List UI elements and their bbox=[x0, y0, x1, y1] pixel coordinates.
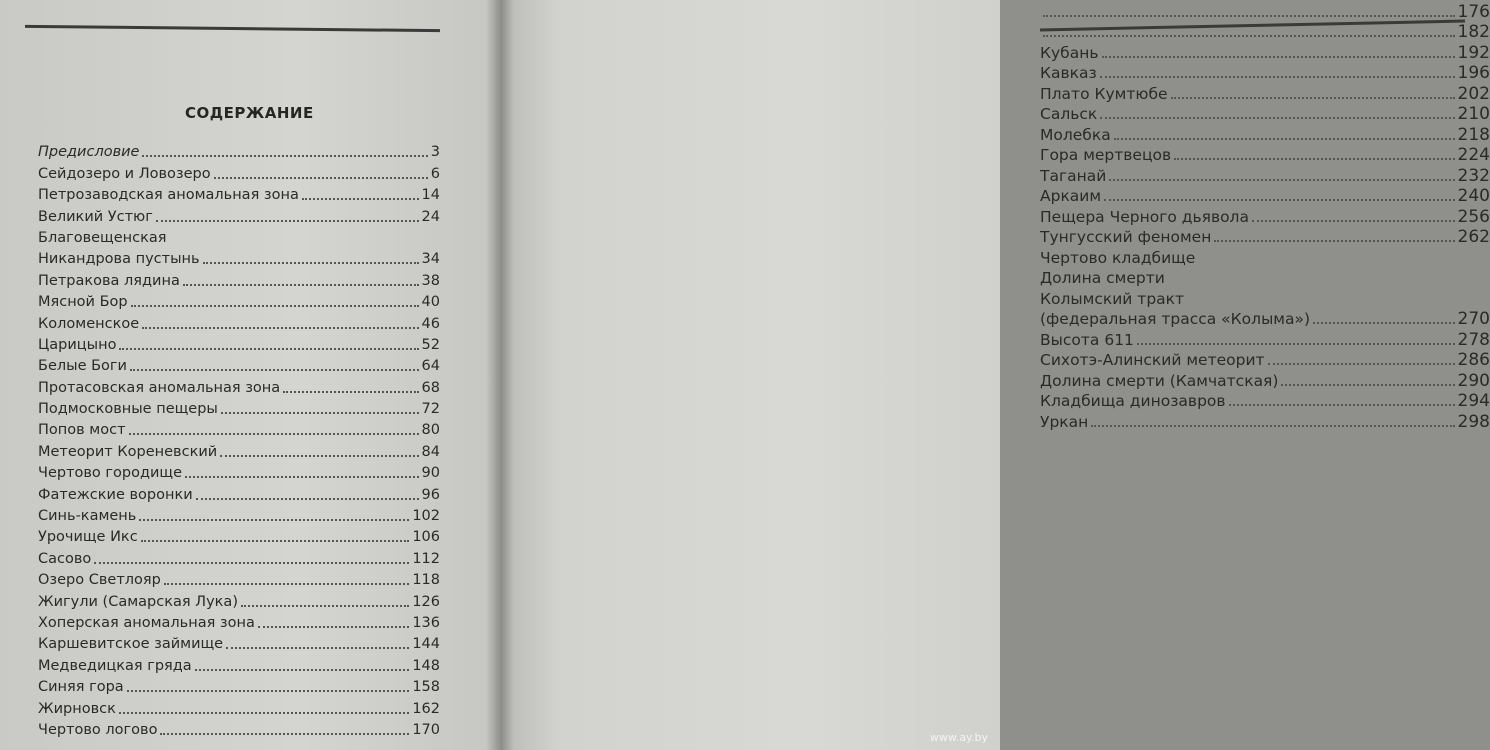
left-page bbox=[0, 0, 500, 750]
toc-entry-title: Коломенское bbox=[38, 315, 140, 332]
toc-entry-page-number: 202 bbox=[1457, 83, 1490, 104]
dot-leader bbox=[185, 476, 419, 478]
dot-leader bbox=[1102, 56, 1455, 58]
toc-entry-page-number: 278 bbox=[1457, 329, 1490, 350]
toc-entry-title: Синь-камень bbox=[38, 508, 137, 525]
toc-entry-page-number: 126 bbox=[412, 593, 440, 610]
toc-entry-page-number: 38 bbox=[421, 272, 440, 289]
toc-heading: СОДЕРЖАНИЕ bbox=[185, 104, 314, 122]
toc-entry-title: Урочище Икс bbox=[38, 529, 138, 546]
toc-entry-title: Сейдозеро и Ловозеро bbox=[38, 165, 211, 182]
toc-entry bbox=[38, 525, 440, 546]
toc-entry-page-number: 34 bbox=[421, 251, 440, 268]
toc-entry bbox=[1040, 267, 1490, 288]
toc-entry-page-number: 14 bbox=[421, 187, 440, 204]
toc-entry-title: Мясной Бор bbox=[38, 294, 128, 311]
dot-leader bbox=[241, 605, 409, 607]
toc-entry bbox=[1040, 185, 1490, 206]
dot-leader bbox=[195, 669, 410, 671]
toc-entry-page-number: 182 bbox=[1457, 22, 1490, 42]
toc-entry bbox=[1040, 246, 1490, 267]
toc-entry-page-number: 3 bbox=[430, 144, 440, 161]
toc-entry bbox=[1040, 62, 1490, 83]
toc-entry bbox=[38, 418, 440, 439]
toc-entry-title: Великий Устюг bbox=[38, 208, 153, 225]
dot-leader bbox=[203, 262, 419, 264]
toc-entry-title: Хоперская аномальная зона bbox=[38, 614, 255, 631]
toc-entry-page-number: 270 bbox=[1457, 309, 1490, 329]
dot-leader bbox=[94, 562, 409, 564]
toc-entry-page-number: 218 bbox=[1457, 124, 1490, 145]
toc-entry-page-number: 240 bbox=[1457, 186, 1490, 206]
toc-entry-title: Синяя гора bbox=[38, 679, 124, 696]
toc-entry-title: Благовещенская bbox=[38, 229, 167, 246]
toc-entry bbox=[38, 183, 440, 204]
toc-entry-title: Долина смерти bbox=[1040, 269, 1165, 287]
top-rule-left bbox=[25, 25, 440, 32]
toc-entry-page-number: 144 bbox=[412, 636, 440, 653]
dot-leader bbox=[131, 305, 419, 307]
toc-entry bbox=[1040, 144, 1490, 165]
toc-entry-title: Высота 611 bbox=[1040, 330, 1134, 349]
toc-entry bbox=[38, 375, 440, 396]
toc-entry bbox=[1040, 328, 1490, 349]
toc-entry bbox=[38, 290, 440, 311]
dot-leader bbox=[1174, 158, 1454, 160]
toc-entry bbox=[1040, 21, 1490, 42]
toc-entry bbox=[38, 161, 440, 182]
toc-entry bbox=[38, 204, 440, 225]
toc-entry-page-number: 68 bbox=[421, 379, 440, 396]
toc-entry bbox=[38, 311, 440, 332]
toc-entry bbox=[38, 482, 440, 503]
toc-entry-title: Метеорит Кореневский bbox=[38, 443, 218, 460]
toc-entry-title: Попов мост bbox=[38, 422, 126, 439]
dot-leader bbox=[160, 733, 409, 735]
toc-entry-page-number: 136 bbox=[412, 614, 440, 631]
toc-entry bbox=[38, 397, 440, 418]
toc-entry bbox=[38, 632, 440, 653]
toc-entry-title: Гора мертвецов bbox=[1040, 146, 1172, 164]
toc-entry-title: Предисловие bbox=[38, 144, 140, 161]
toc-entry bbox=[1040, 41, 1490, 62]
toc-entry-title: Озеро Светлояр bbox=[38, 572, 161, 589]
dot-leader bbox=[1114, 138, 1455, 140]
dot-leader bbox=[119, 712, 409, 714]
toc-entry bbox=[38, 568, 440, 589]
dot-leader bbox=[130, 369, 419, 371]
book-gutter bbox=[486, 0, 514, 750]
toc-entry bbox=[1040, 103, 1490, 124]
dot-leader bbox=[1043, 15, 1455, 17]
toc-entry-title: Фатежские воронки bbox=[38, 486, 193, 503]
dot-leader bbox=[226, 647, 409, 649]
toc-entry-title: Подмосковные пещеры bbox=[38, 401, 218, 418]
toc-entry bbox=[1040, 123, 1490, 144]
toc-entry-title: (федеральная трасса «Колыма») bbox=[1040, 310, 1311, 328]
toc-entry bbox=[1040, 410, 1490, 431]
dot-leader bbox=[220, 455, 418, 457]
dot-leader bbox=[183, 284, 419, 286]
toc-entry-page-number: 162 bbox=[412, 700, 440, 717]
dot-leader bbox=[1109, 179, 1454, 181]
toc-entry-title: Протасовская аномальная зона bbox=[38, 379, 281, 396]
toc-entry bbox=[38, 504, 440, 525]
dot-leader bbox=[1214, 240, 1454, 242]
toc-entry bbox=[38, 268, 440, 289]
toc-entry-title: Плато Кумтюбе bbox=[1040, 84, 1168, 103]
toc-entry bbox=[38, 718, 440, 739]
toc-entry bbox=[38, 354, 440, 375]
toc-entry-page-number: 232 bbox=[1457, 165, 1490, 186]
right-page bbox=[500, 0, 1490, 750]
dot-leader bbox=[1091, 425, 1454, 427]
toc-entry-title: Чертово городище bbox=[38, 465, 183, 482]
toc-entry bbox=[1040, 308, 1490, 329]
toc-list-left bbox=[38, 140, 440, 739]
dot-leader bbox=[258, 626, 409, 628]
dot-leader bbox=[119, 348, 418, 350]
toc-entry-page-number: 102 bbox=[412, 508, 440, 525]
toc-entry-page-number: 90 bbox=[421, 465, 440, 482]
toc-entry-page-number: 106 bbox=[412, 529, 440, 546]
toc-entry-page-number: 192 bbox=[1457, 42, 1490, 63]
toc-entry bbox=[38, 675, 440, 696]
dot-leader bbox=[1100, 117, 1454, 119]
toc-entry bbox=[38, 589, 440, 610]
toc-entry-title: Тунгусский феномен bbox=[1040, 228, 1212, 246]
toc-entry-title: Петракова лядина bbox=[38, 272, 180, 289]
dot-leader bbox=[1229, 404, 1455, 406]
toc-entry-page-number: 72 bbox=[421, 401, 440, 418]
dot-leader bbox=[142, 155, 427, 157]
toc-entry bbox=[38, 461, 440, 482]
dot-leader bbox=[1104, 199, 1454, 201]
dot-leader bbox=[1281, 384, 1454, 386]
toc-entry-page-number: 262 bbox=[1457, 227, 1490, 247]
toc-entry-title: Чертово кладбище bbox=[1040, 248, 1196, 267]
toc-entry-title: Долина смерти (Камчатская) bbox=[1040, 371, 1279, 390]
toc-entry bbox=[1040, 287, 1490, 308]
toc-entry-page-number: 6 bbox=[430, 165, 440, 182]
toc-entry bbox=[1040, 390, 1490, 411]
dot-leader bbox=[127, 690, 410, 692]
toc-entry-title: Сасово bbox=[38, 550, 92, 567]
toc-entry-title: Чертово логово bbox=[38, 721, 158, 738]
toc-entry-page-number: 170 bbox=[412, 721, 440, 738]
dot-leader bbox=[302, 198, 419, 200]
toc-entry-title: Кавказ bbox=[1040, 64, 1097, 82]
toc-entry-title: Пещера Черного дьявола bbox=[1040, 207, 1249, 226]
watermark: www.ay.by bbox=[929, 731, 988, 744]
toc-list-right bbox=[1040, 0, 1490, 431]
toc-entry bbox=[38, 653, 440, 674]
toc-entry-page-number: 52 bbox=[421, 336, 440, 353]
toc-entry-title: Колымский тракт bbox=[1040, 289, 1185, 308]
toc-entry bbox=[38, 611, 440, 632]
dot-leader bbox=[1100, 76, 1455, 78]
toc-entry-page-number: 96 bbox=[421, 486, 440, 503]
toc-entry-title: Кладбища динозавров bbox=[1040, 392, 1226, 410]
toc-entry-page-number: 112 bbox=[412, 550, 440, 567]
dot-leader bbox=[142, 327, 418, 329]
toc-entry-page-number: 290 bbox=[1457, 370, 1490, 391]
toc-entry bbox=[38, 226, 440, 247]
toc-entry-page-number: 118 bbox=[412, 572, 440, 589]
toc-entry-page-number: 286 bbox=[1457, 350, 1490, 370]
dot-leader bbox=[1252, 220, 1455, 222]
toc-entry-page-number: 196 bbox=[1457, 63, 1490, 83]
toc-entry bbox=[1040, 0, 1490, 21]
toc-entry bbox=[38, 696, 440, 717]
dot-leader bbox=[1137, 343, 1455, 345]
dot-leader bbox=[1043, 35, 1455, 37]
toc-entry-page-number: 210 bbox=[1457, 104, 1490, 124]
toc-entry-page-number: 64 bbox=[421, 358, 440, 375]
dot-leader bbox=[196, 498, 419, 500]
toc-entry-title: Аркаим bbox=[1040, 187, 1102, 205]
toc-entry-page-number: 40 bbox=[421, 294, 440, 311]
toc-entry-page-number: 24 bbox=[421, 208, 440, 225]
toc-entry-page-number: 298 bbox=[1457, 411, 1490, 432]
toc-entry-page-number: 46 bbox=[421, 315, 440, 332]
toc-entry-title: Таганай bbox=[1040, 166, 1107, 185]
toc-entry-title: Сальск bbox=[1040, 105, 1098, 123]
toc-entry-page-number: 158 bbox=[412, 679, 440, 696]
dot-leader bbox=[156, 220, 419, 222]
toc-entry bbox=[1040, 226, 1490, 247]
toc-entry-page-number: 80 bbox=[421, 422, 440, 439]
toc-entry bbox=[1040, 369, 1490, 390]
toc-entry-title: Царицыно bbox=[38, 336, 117, 353]
dot-leader bbox=[164, 583, 409, 585]
toc-entry bbox=[1040, 349, 1490, 370]
toc-entry-title: Медведицкая гряда bbox=[38, 657, 192, 674]
toc-entry-title: Никандрова пустынь bbox=[38, 251, 200, 268]
toc-entry bbox=[38, 439, 440, 460]
dot-leader bbox=[141, 540, 410, 542]
toc-entry-title: Жирновск bbox=[38, 700, 116, 717]
toc-entry bbox=[1040, 82, 1490, 103]
dot-leader bbox=[129, 433, 419, 435]
toc-entry-page-number: 256 bbox=[1457, 206, 1490, 227]
dot-leader bbox=[1313, 322, 1455, 324]
toc-entry-page-number: 224 bbox=[1457, 145, 1490, 165]
dot-leader bbox=[1171, 97, 1455, 99]
toc-entry-page-number: 294 bbox=[1457, 391, 1490, 411]
toc-entry-title: Молебка bbox=[1040, 125, 1111, 144]
dot-leader bbox=[139, 519, 409, 521]
toc-entry bbox=[38, 247, 440, 268]
dot-leader bbox=[1268, 363, 1455, 365]
dot-leader bbox=[221, 412, 419, 414]
toc-entry-title: Уркан bbox=[1040, 412, 1089, 431]
dot-leader bbox=[214, 177, 428, 179]
toc-entry-title: Сихотэ-Алинский метеорит bbox=[1040, 351, 1265, 369]
toc-entry-page-number: 176 bbox=[1457, 1, 1490, 22]
toc-entry bbox=[38, 546, 440, 567]
toc-entry bbox=[38, 333, 440, 354]
toc-entry bbox=[1040, 205, 1490, 226]
toc-entry bbox=[1040, 164, 1490, 185]
toc-entry-title: Кубань bbox=[1040, 43, 1099, 62]
toc-entry bbox=[38, 140, 440, 161]
toc-entry-title: Каршевитское займище bbox=[38, 636, 224, 653]
toc-entry-title: Белые Боги bbox=[38, 358, 127, 375]
toc-entry-title: Жигули (Самарская Лука) bbox=[38, 593, 238, 610]
toc-entry-page-number: 84 bbox=[421, 443, 440, 460]
dot-leader bbox=[283, 391, 418, 393]
toc-entry-title: Петрозаводская аномальная зона bbox=[38, 187, 299, 204]
toc-entry-page-number: 148 bbox=[412, 657, 440, 674]
